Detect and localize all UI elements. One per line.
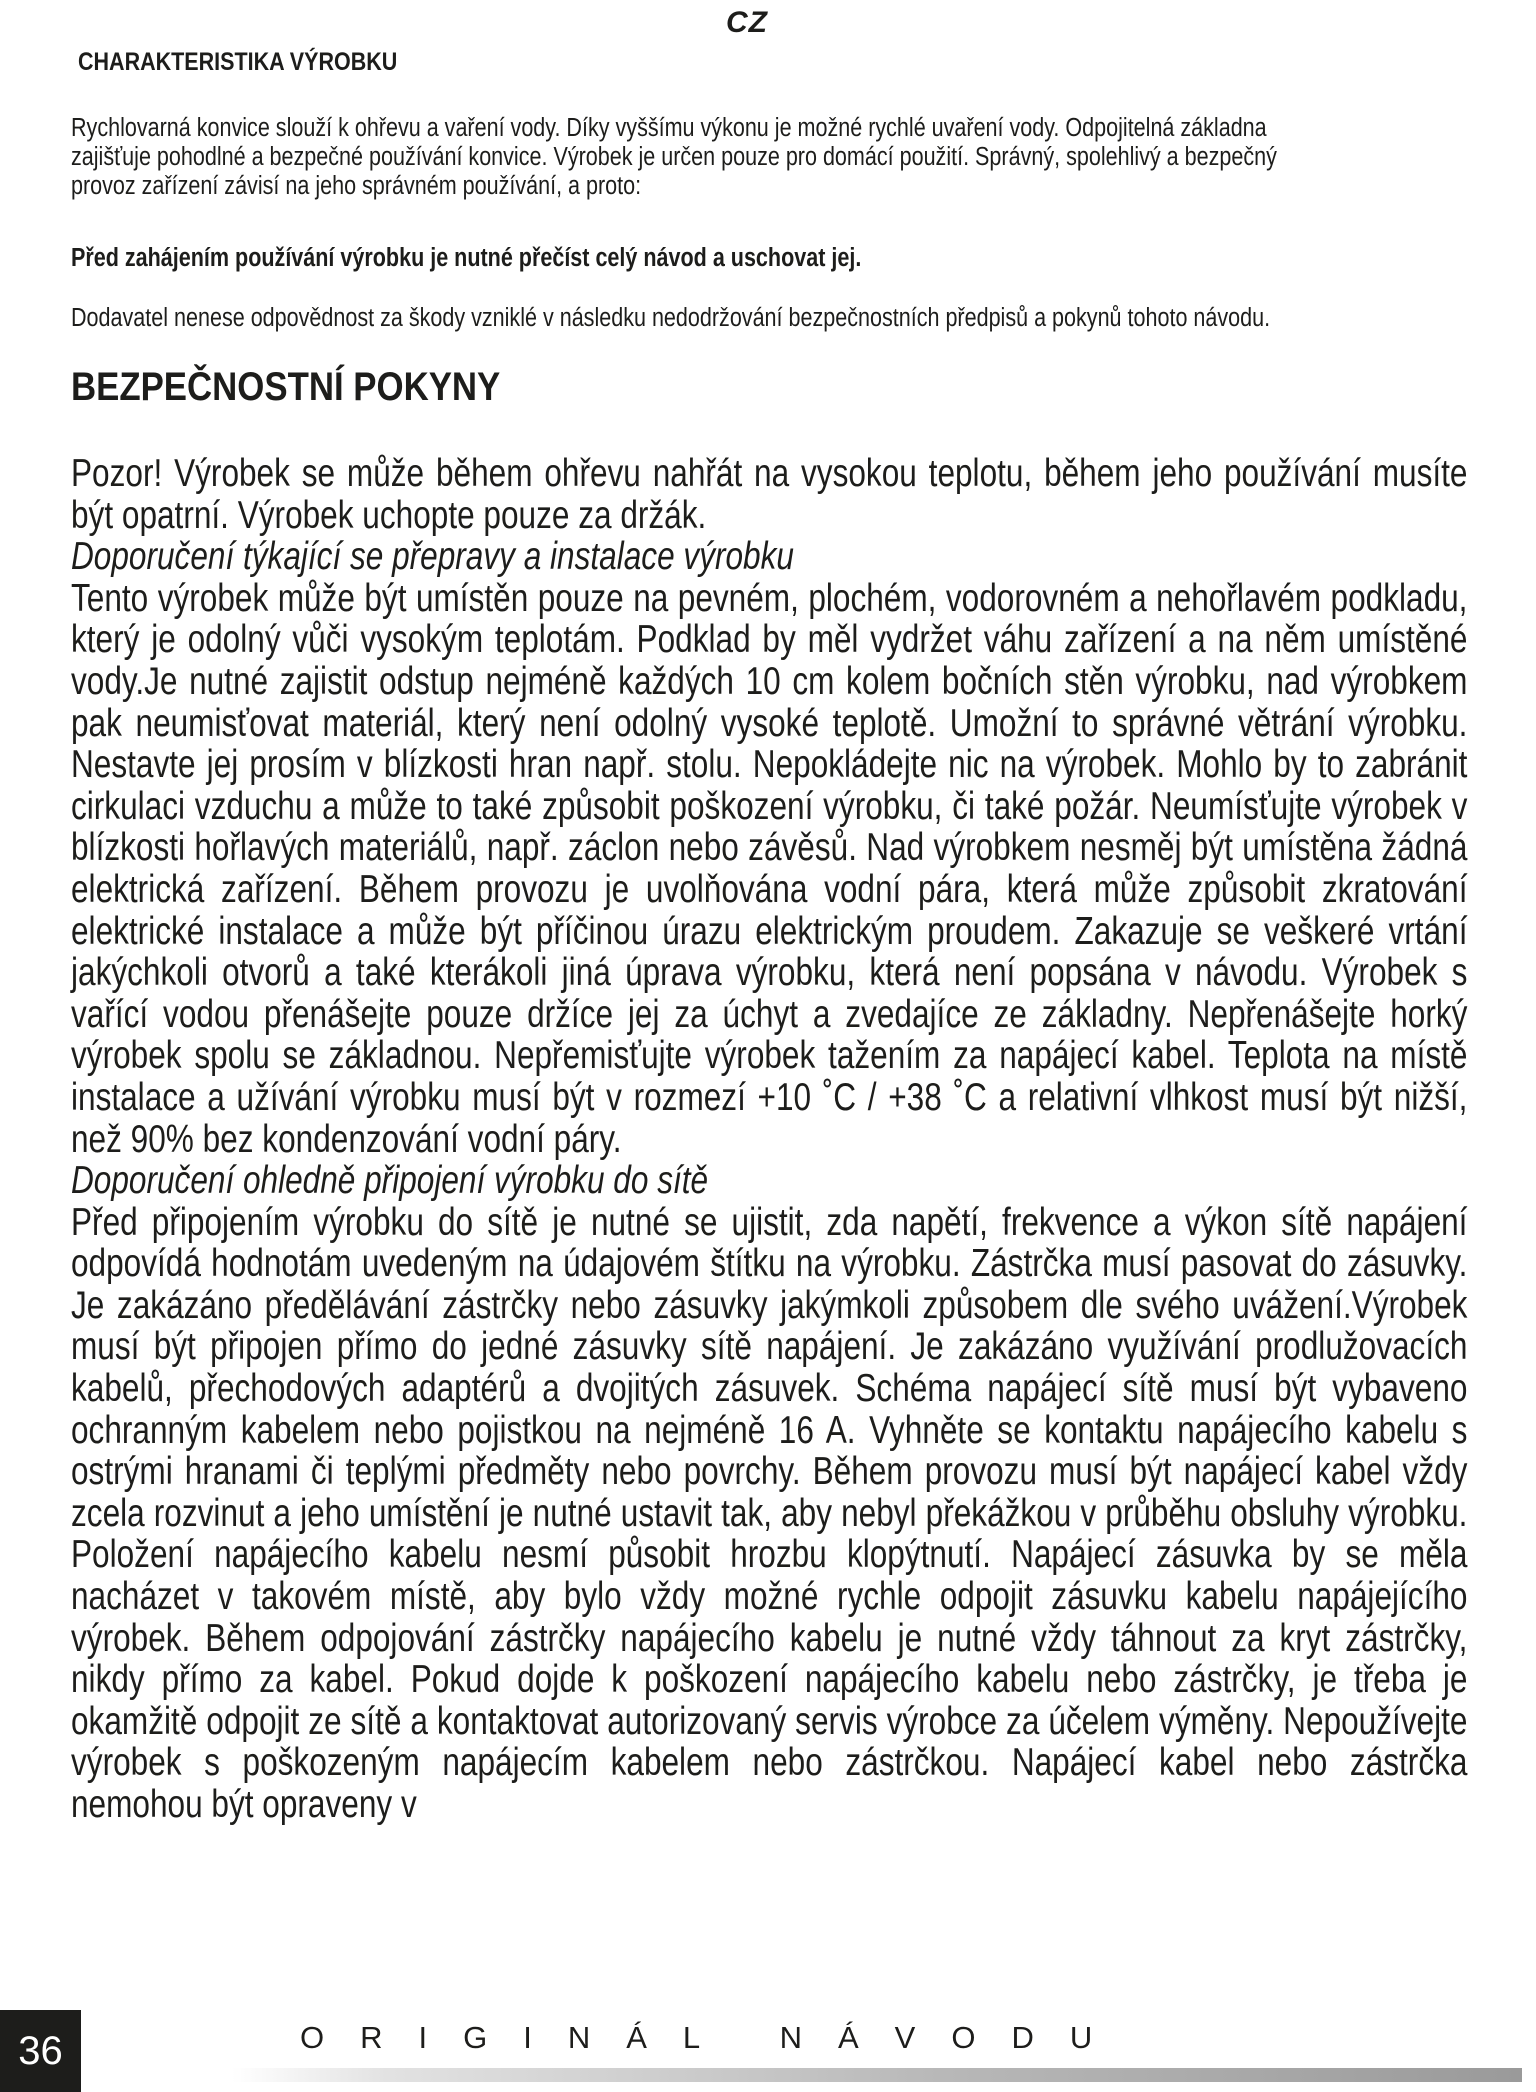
product-characteristics-heading: CHARAKTERISTIKA VÝROBKU <box>78 48 398 76</box>
page-number: 36 <box>0 2010 81 2092</box>
transport-installation-paragraph: Tento výrobek může být umístěn pouze na pevném, plochém, vodorovném a nehořlavém podkladu, který je odolný vůči vysokým teplotám. Podklad by měl vydržet váhu zařízení a na něm umístěné vody.Je nutné zajistit odstup nejméně každých 10 cm kolem bočních stěn výrobku, nad výrobkem pak neumisťovat materiál, který není odolný vysoké teplotě. Umožní to správné větrání výrobku. Nestavte jej prosím v blízkosti hran např. stolu. Nepokládejte nic na výrobek. Mohlo by to zabránit cirkulaci vzduchu a může to také způsobit poškození výrobku, či také požár. Neumísťujte výrobek v blízkosti hořlavých materiálů, např. záclon nebo závěsů. Nad výrobkem nesměj být umístěna žádná elektrická zařízení. Během provozu je uvolňována vodní pára, která může způsobit zkratování elektrické instalace a může být příčinou úrazu elektrickým proudem. Zakazuje se veškeré vrtání jakýchkoli otvorů a také kterákoli jiná úprava výrobku, která není popsána v návodu. Výrobek s vařící vodou přenášejte pouze držíce jej za úchyt a zvedajíce ze základny. Nepřenášejte horký výrobek spolu se základnou. Nepřemisťujte výrobek tažením za napájecí kabel. Teplota na místě instalace a užívání výrobku musí být v rozmezí +10 ˚C / +38 ˚C a relativní vlhkost musí být nižší, než 90% bez kondenzování vodní páry. <box>71 576 1468 1161</box>
footer-divider <box>232 2068 1522 2082</box>
product-description: Rychlovarná konvice slouží k ohřevu a vaření vody. Díky vyššímu výkonu je možné rychlé uvaření vody. Odpojitelná základna zajišťuje pohodlné a bezpečné používání konvice. Výrobek je určen pouze pro domácí použití. Správný, spolehlivý a bezpečný provoz zařízení závisí na jeho správném používání, a proto: <box>71 114 1277 200</box>
power-connection-paragraph: Před připojením výrobku do sítě je nutné se ujistit, zda napětí, frekvence a výkon sítě napájení odpovídá hodnotám uvedeným na údajovém štítku na výrobku. Zástrčka musí pasovat do zásuvky. Je zakázáno předělávání zástrčky nebo zásuvky jakýmkoli způsobem dle svého uvážení.Výrobek musí být připojen přímo do jedné zásuvky sítě napájení. Je zakázáno využívání prodlužovacích kabelů, přechodových adaptérů a dvojitých zásuvek. Schéma napájecí sítě musí být vybaveno ochranným kabelem nebo pojistkou na nejméně 16 A. Vyhněte se kontaktu napájecího kabelu s ostrými hranami či teplými předměty nebo povrchy. Během provozu musí být napájecí kabel vždy zcela rozvinut a jeho umístění je nutné ustavit tak, aby nebyl překážkou v průběhu obsluhy výrobku. Položení napájecího kabelu nesmí působit hrozbu klopýtnutí. Napájecí zásuvka by se měla nacházet v takovém místě, aby bylo vždy možné rychle odpojit zásuvku kabelu napájejícího výrobek. Během odpojování zástrčky napájecího kabelu je nutné vždy táhnout za kryt zástrčky, nikdy přímo za kabel. Pokud dojde k poškození napájecího kabelu nebo zástrčky, je třeba je okamžitě odpojit ze sítě a kontaktovat autorizovaný servis výrobce za účelem výměny. Nepoužívejte výrobek s poškozeným napájecím kabelem nebo zástrčkou. Napájecí kabel nebo zástrčka nemohou být opraveny v <box>71 1200 1468 1826</box>
power-connection-heading: Doporučení ohledně připojení výrobku do sítě <box>71 1159 709 1203</box>
read-manual-warning: Před zahájením používání výrobku je nutné přečíst celý návod a uschovat jej. <box>71 244 862 272</box>
language-code: CZ <box>726 6 768 39</box>
supplier-liability-note: Dodavatel nenese odpovědnost za škody vzniklé v následku nedodržování bezpečnostních předpisů a pokynů tohoto návodu. <box>71 304 1271 332</box>
safety-instructions-title: BEZPEČNOSTNÍ POKYNY <box>71 365 501 409</box>
caution-paragraph: Pozor! Výrobek se může během ohřevu nahřát na vysokou teplotu, během jeho používání musíte být opatrní. Výrobek uchopte pouze za držák. <box>71 452 1468 537</box>
footer-original-manual-label: ORIGINÁL NÁVODU <box>300 2020 1129 2055</box>
safety-instructions-body <box>71 453 1467 1826</box>
transport-installation-heading: Doporučení týkající se přepravy a instalace výrobku <box>71 535 794 579</box>
